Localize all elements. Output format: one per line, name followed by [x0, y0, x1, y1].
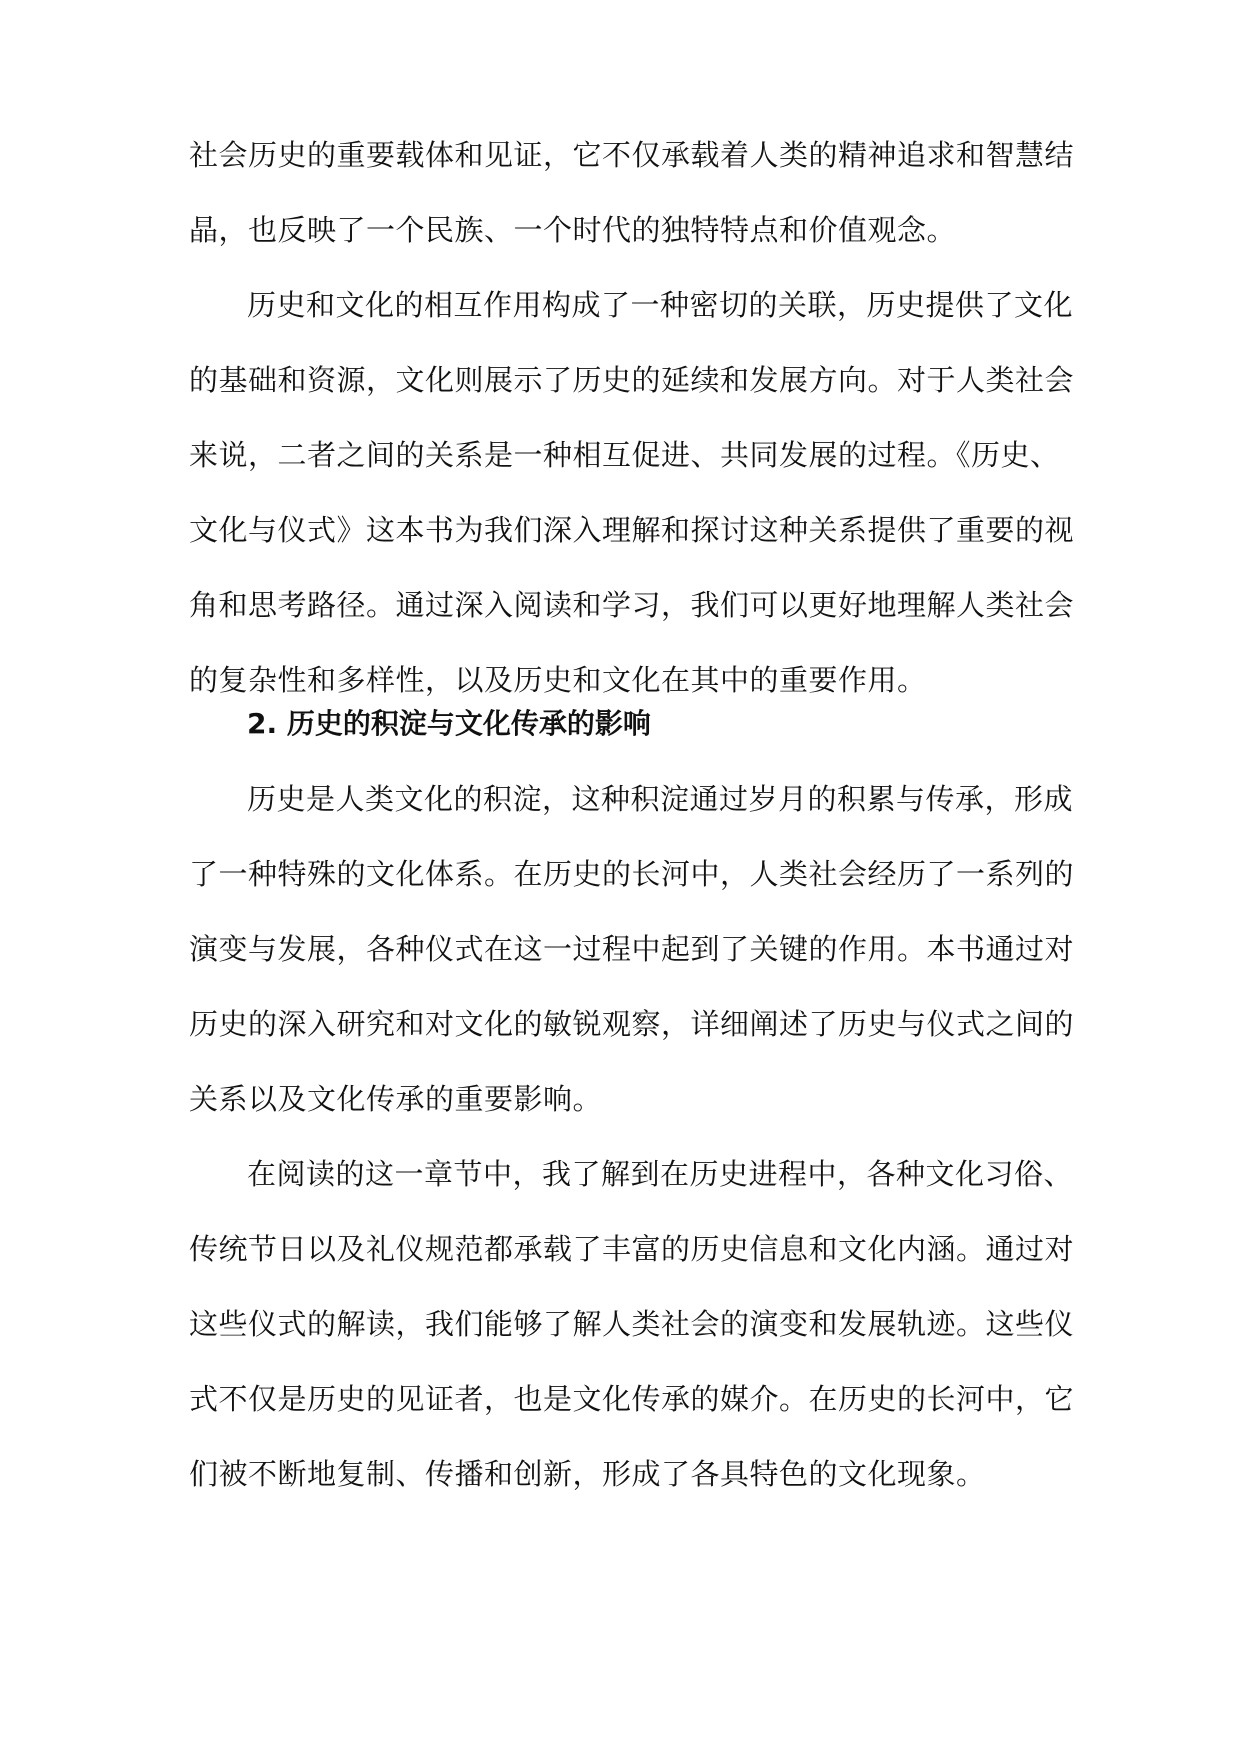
paragraph-line: 了一种特殊的文化体系。在历史的长河中，人类社会经历了一系列的	[189, 857, 1075, 891]
paragraph-line: 社会历史的重要载体和见证，它不仅承载着人类的精神追求和智慧结	[189, 138, 1075, 172]
paragraph-2	[189, 268, 1075, 718]
paragraph-line: 关系以及文化传承的重要影响。	[189, 1082, 603, 1116]
paragraph-line: 传统节日以及礼仪规范都承载了丰富的历史信息和文化内涵。通过对	[189, 1232, 1075, 1266]
paragraph-1	[189, 118, 1075, 268]
paragraph-line: 的复杂性和多样性，以及历史和文化在其中的重要作用。	[189, 663, 927, 697]
paragraph-line: 式不仅是历史的见证者，也是文化传承的媒介。在历史的长河中，它	[189, 1382, 1075, 1416]
paragraph-line: 在阅读的这一章节中，我了解到在历史进程中，各种文化习俗、	[247, 1157, 1074, 1191]
paragraph-line: 来说，二者之间的关系是一种相互促进、共同发展的过程。《历史、	[189, 438, 1060, 472]
paragraph-line: 们被不断地复制、传播和创新，形成了各具特色的文化现象。	[189, 1457, 986, 1491]
section-heading: 2. 历史的积淀与文化传承的影响	[247, 707, 651, 740]
paragraph-line: 晶，也反映了一个民族、一个时代的独特特点和价值观念。	[189, 213, 957, 247]
paragraph-line: 这些仪式的解读，我们能够了解人类社会的演变和发展轨迹。这些仪	[189, 1307, 1075, 1341]
paragraph-line: 角和思考路径。通过深入阅读和学习，我们可以更好地理解人类社会	[189, 588, 1075, 622]
paragraph-3	[189, 762, 1075, 1137]
paragraph-line: 历史的深入研究和对文化的敏锐观察，详细阐述了历史与仪式之间的	[189, 1007, 1075, 1041]
paragraph-4	[189, 1137, 1075, 1512]
paragraph-line: 历史是人类文化的积淀，这种积淀通过岁月的积累与传承，形成	[247, 782, 1074, 816]
paragraph-line: 的基础和资源，文化则展示了历史的延续和发展方向。对于人类社会	[189, 363, 1075, 397]
paragraph-line: 演变与发展，各种仪式在这一过程中起到了关键的作用。本书通过对	[189, 932, 1075, 966]
paragraph-line: 文化与仪式》这本书为我们深入理解和探讨这种关系提供了重要的视	[189, 513, 1075, 547]
paragraph-line: 历史和文化的相互作用构成了一种密切的关联，历史提供了文化	[247, 288, 1074, 322]
